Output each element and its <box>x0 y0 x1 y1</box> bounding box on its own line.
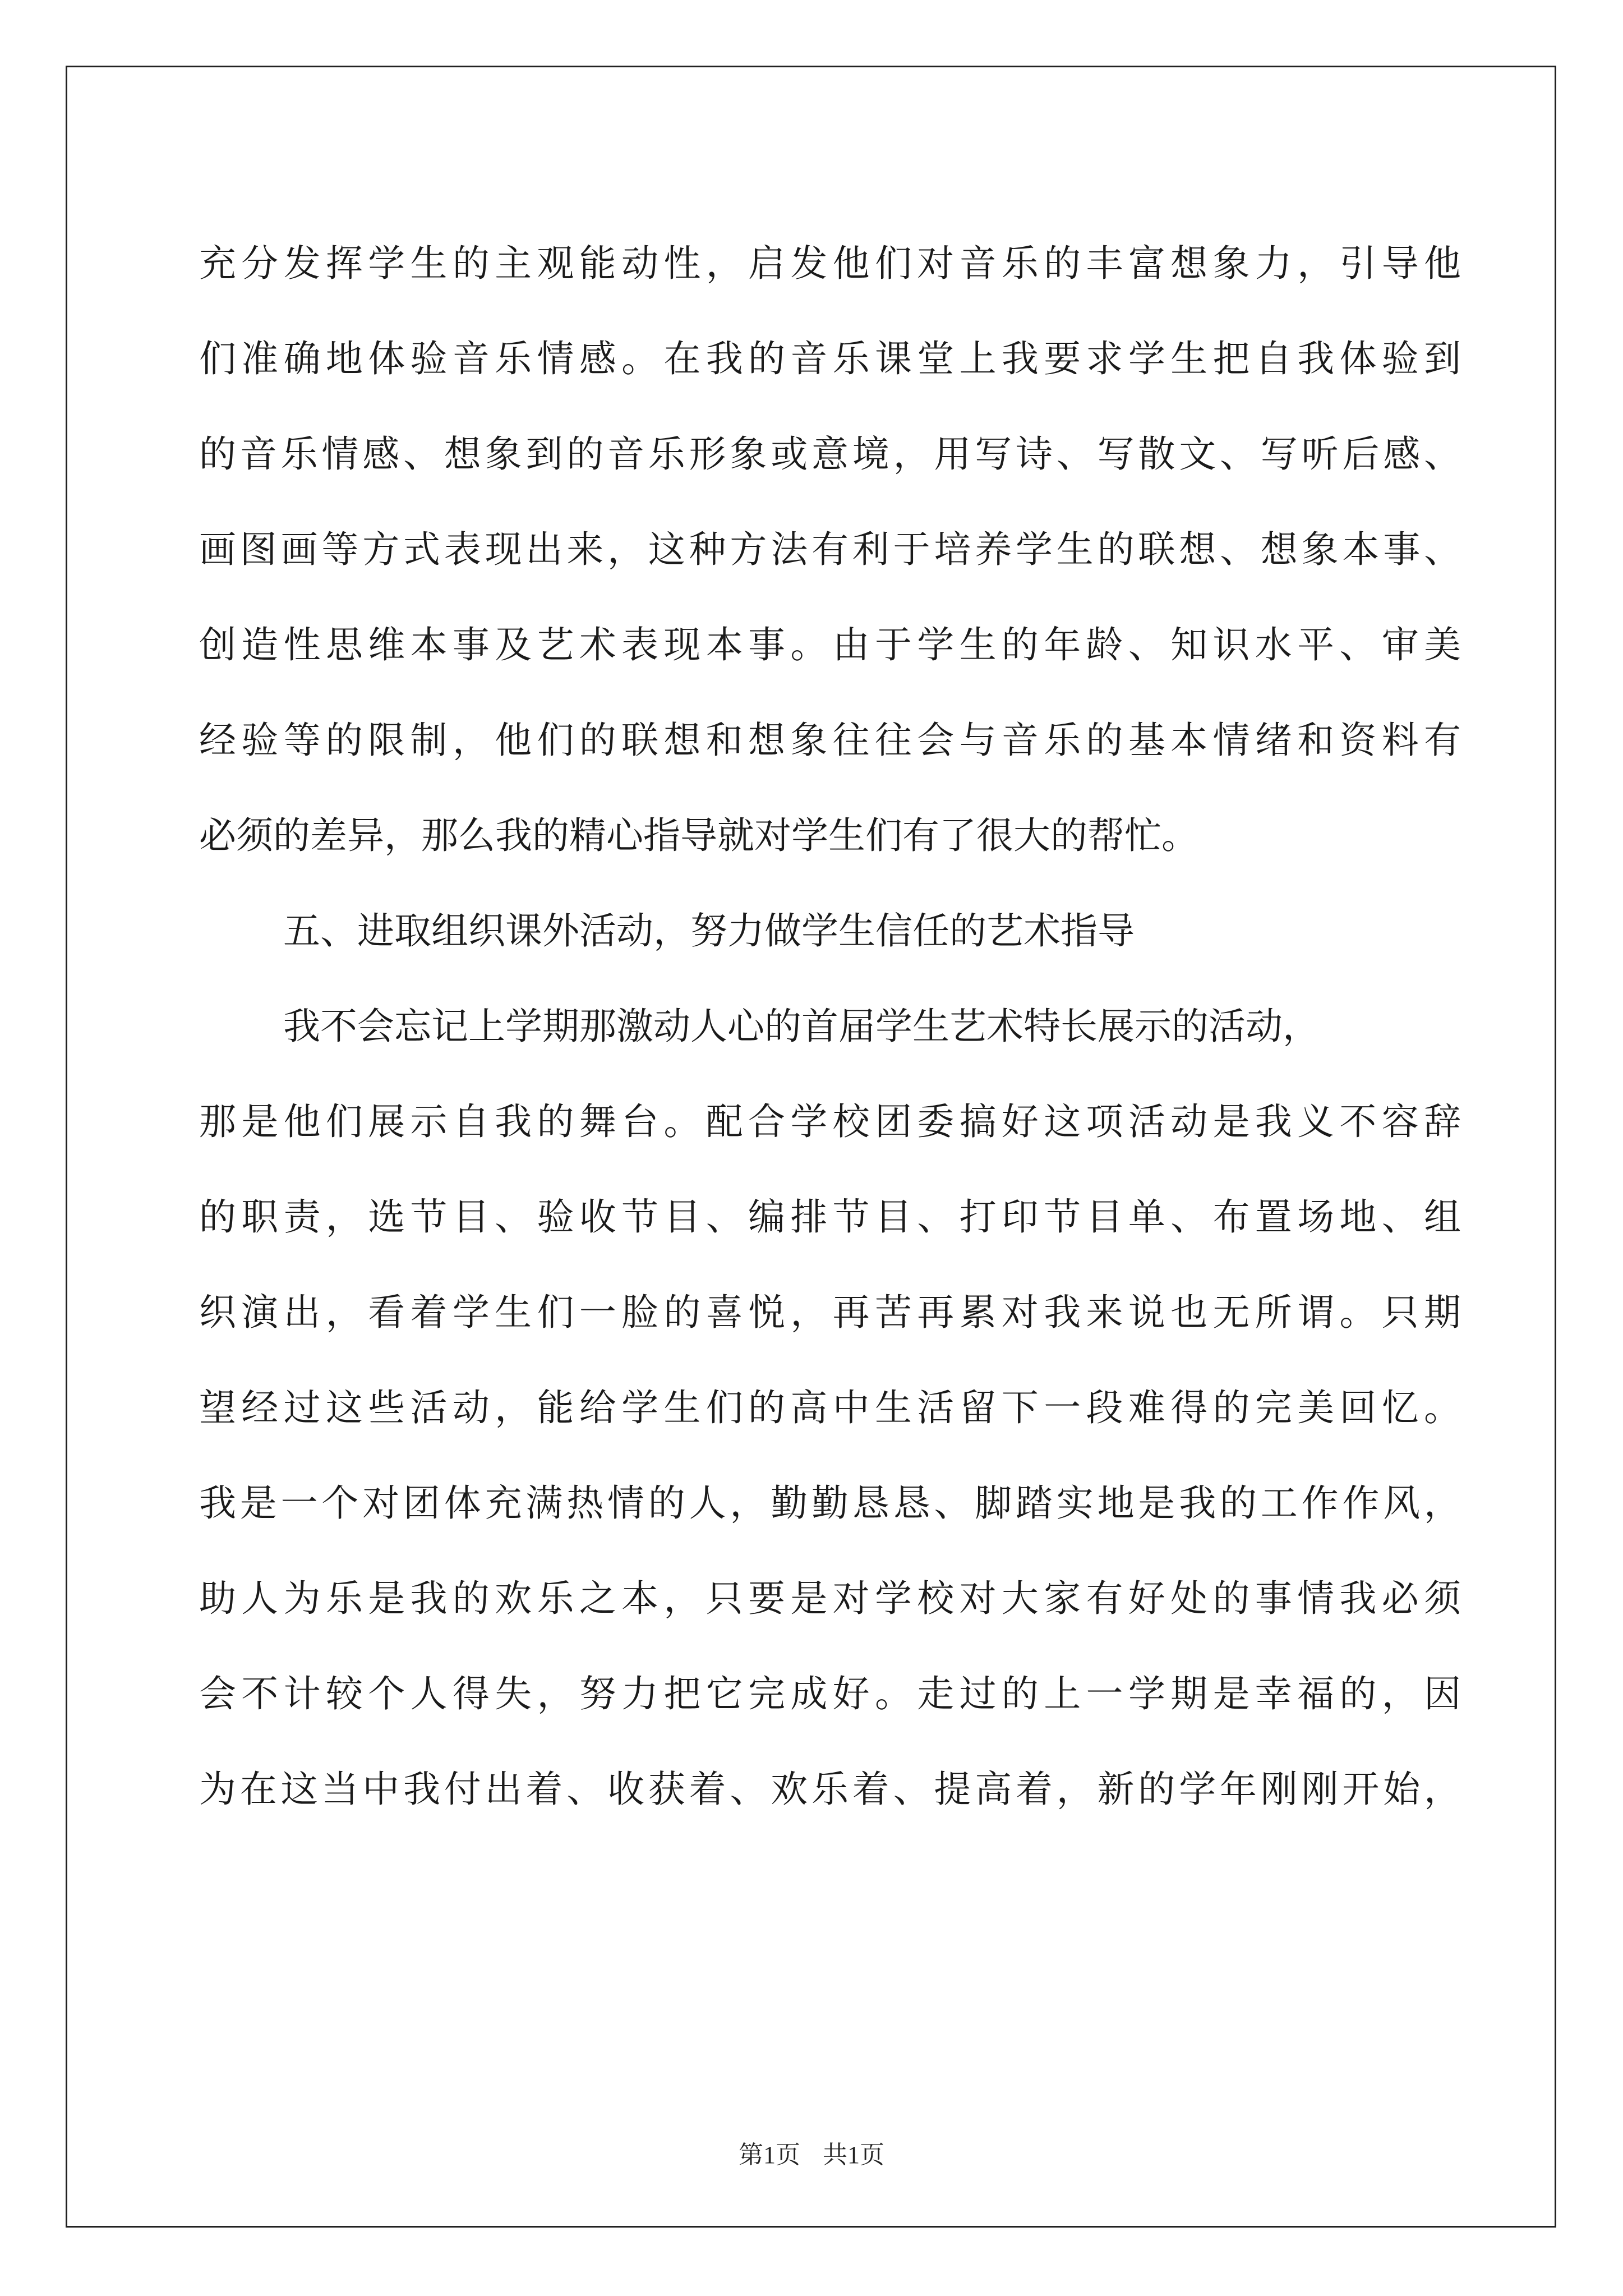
text-line: 我是一个对团体充满热情的人，勤勤恳恳、脚踏实地是我的工作作风， <box>199 1481 1461 1525</box>
text-line: 望经过这些活动，能给学生们的高中生活留下一段难得的完美回忆。 <box>199 1386 1461 1429</box>
text-line: 织演出，看着学生们一脸的喜悦，再苦再累对我来说也无所谓。只期 <box>199 1291 1461 1334</box>
text-line: 会不计较个人得失，努力把它完成好。走过的上一学期是幸福的，因 <box>199 1672 1461 1715</box>
page-number: 第1页 <box>739 2141 800 2169</box>
text-line: 充分发挥学生的主观能动性，启发他们对音乐的丰富想象力，引导他 <box>199 242 1461 285</box>
section-heading: 五、进取组织课外活动，努力做学生信任的艺术指导 <box>283 909 1135 953</box>
page-footer <box>0 2134 1623 2170</box>
page-total: 共1页 <box>823 2141 884 2169</box>
text-line: 经验等的限制，他们的联想和想象往往会与音乐的基本情绪和资料有 <box>199 719 1461 762</box>
text-line: 的音乐情感、想象到的音乐形象或意境，用写诗、写散文、写听后感、 <box>199 432 1461 476</box>
text-line: 助人为乐是我的欢乐之本，只要是对学校对大家有好处的事情我必须 <box>199 1577 1461 1620</box>
text-line: 创造性思维本事及艺术表现本事。由于学生的年龄、知识水平、审美 <box>199 623 1461 666</box>
text-line: 那是他们展示自我的舞台。配合学校团委搞好这项活动是我义不容辞 <box>199 1100 1461 1143</box>
text-line: 画图画等方式表现出来，这种方法有利于培养学生的联想、想象本事、 <box>199 528 1461 571</box>
text-line: 为在这当中我付出着、收获着、欢乐着、提高着，新的学年刚刚开始， <box>199 1768 1461 1811</box>
document-body <box>199 216 1461 1837</box>
text-line: 们准确地体验音乐情感。在我的音乐课堂上我要求学生把自我体验到 <box>199 337 1461 380</box>
text-line: 必须的差异，那么我的精心指导就对学生们有了很大的帮忙。 <box>199 814 1198 857</box>
text-line: 我不会忘记上学期那激动人心的首届学生艺术特长展示的活动， <box>283 1005 1320 1048</box>
text-line: 的职责，选节目、验收节目、编排节目、打印节目单、布置场地、组 <box>199 1195 1461 1239</box>
